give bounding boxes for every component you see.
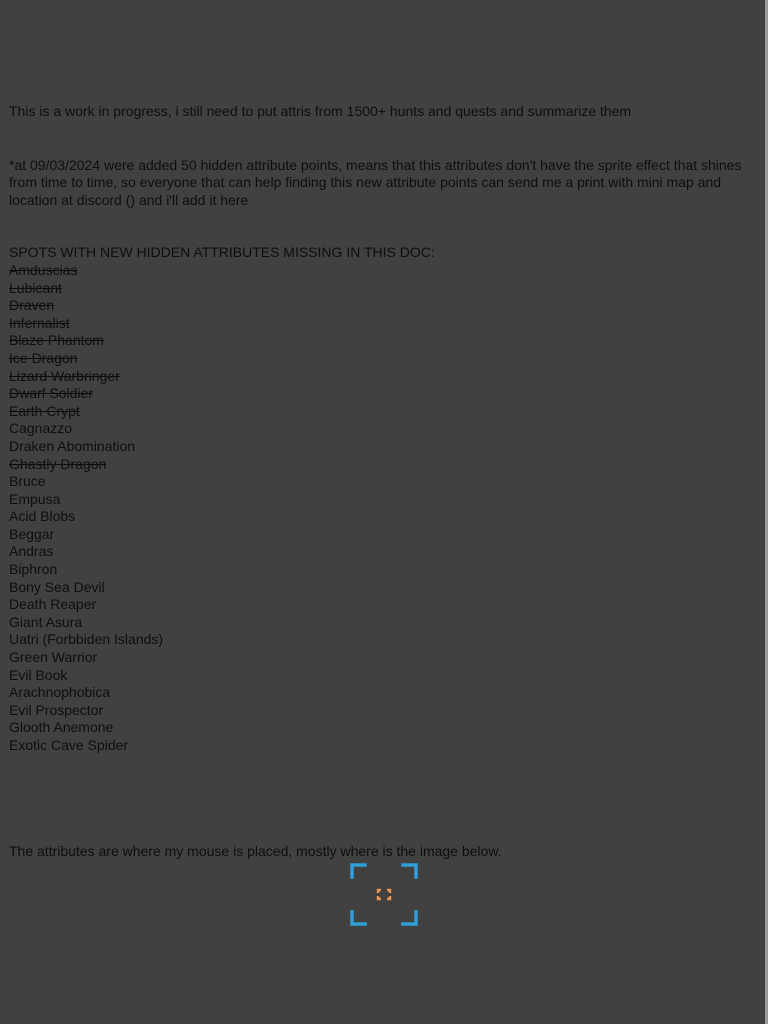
spot-item: Blaze Phantom: [9, 332, 104, 349]
spot-item: Empusa: [9, 490, 61, 507]
spot-item: Death Reaper: [9, 596, 97, 613]
spot-item: Amduscias: [9, 261, 78, 278]
spot-item: Lubicant: [9, 279, 62, 296]
spot-item: Beggar: [9, 525, 55, 542]
spot-item: Exotic Cave Spider: [9, 737, 129, 753]
spot-item: Bony Sea Devil: [9, 578, 105, 595]
spot-item: Evil Prospector: [9, 701, 104, 718]
spot-item: Ice Dragon: [9, 349, 78, 366]
spot-item: Andras: [9, 543, 54, 560]
spot-item: Draven: [9, 297, 55, 314]
footer-note: The attributes are where my mouse is placed, mostly where is the image below.: [9, 842, 502, 859]
image-loading-icon[interactable]: [350, 863, 418, 926]
spot-item: Green Warrior: [9, 649, 98, 666]
spot-item: Arachnophobica: [9, 684, 111, 701]
spots-list: [9, 262, 757, 755]
spot-item: Bruce: [9, 473, 46, 490]
spot-item: Cagnazzo: [9, 420, 73, 437]
intro-paragraph: This is a work in progress, i still need to put attris from 1500+ hunts and quests and summarize them: [9, 103, 632, 119]
spots-heading: SPOTS WITH NEW HIDDEN ATTRIBUTES MISSING IN THIS DOC:: [9, 244, 435, 261]
document-body: [9, 103, 757, 860]
spot-item: Dwarf Soldier: [9, 385, 94, 402]
spot-item: Draken Abomination: [9, 437, 136, 454]
spot-item: Giant Asura: [9, 613, 83, 630]
spot-item: Biphron: [9, 561, 58, 578]
spot-item: Glooth Anemone: [9, 719, 114, 736]
spot-item: Ghastly Dragon: [9, 455, 107, 472]
spot-item: Uatri (Forbbiden Islands): [9, 631, 164, 648]
spot-item: Evil Book: [9, 666, 68, 683]
hidden-attributes-note: *at 09/03/2024 were added 50 hidden attribute points, means that this attributes don't have the sprite effect that shines from time to time, so everyone that can help finding this new attribute points can send me a print with mini map and location at discord () and i'll add it here: [9, 156, 742, 208]
spot-item: Acid Blobs: [9, 508, 76, 525]
spot-item: Lizard Warbringer: [9, 367, 120, 384]
spot-item: Infernalist: [9, 314, 70, 331]
spot-item: Earth Crypt: [9, 402, 80, 419]
